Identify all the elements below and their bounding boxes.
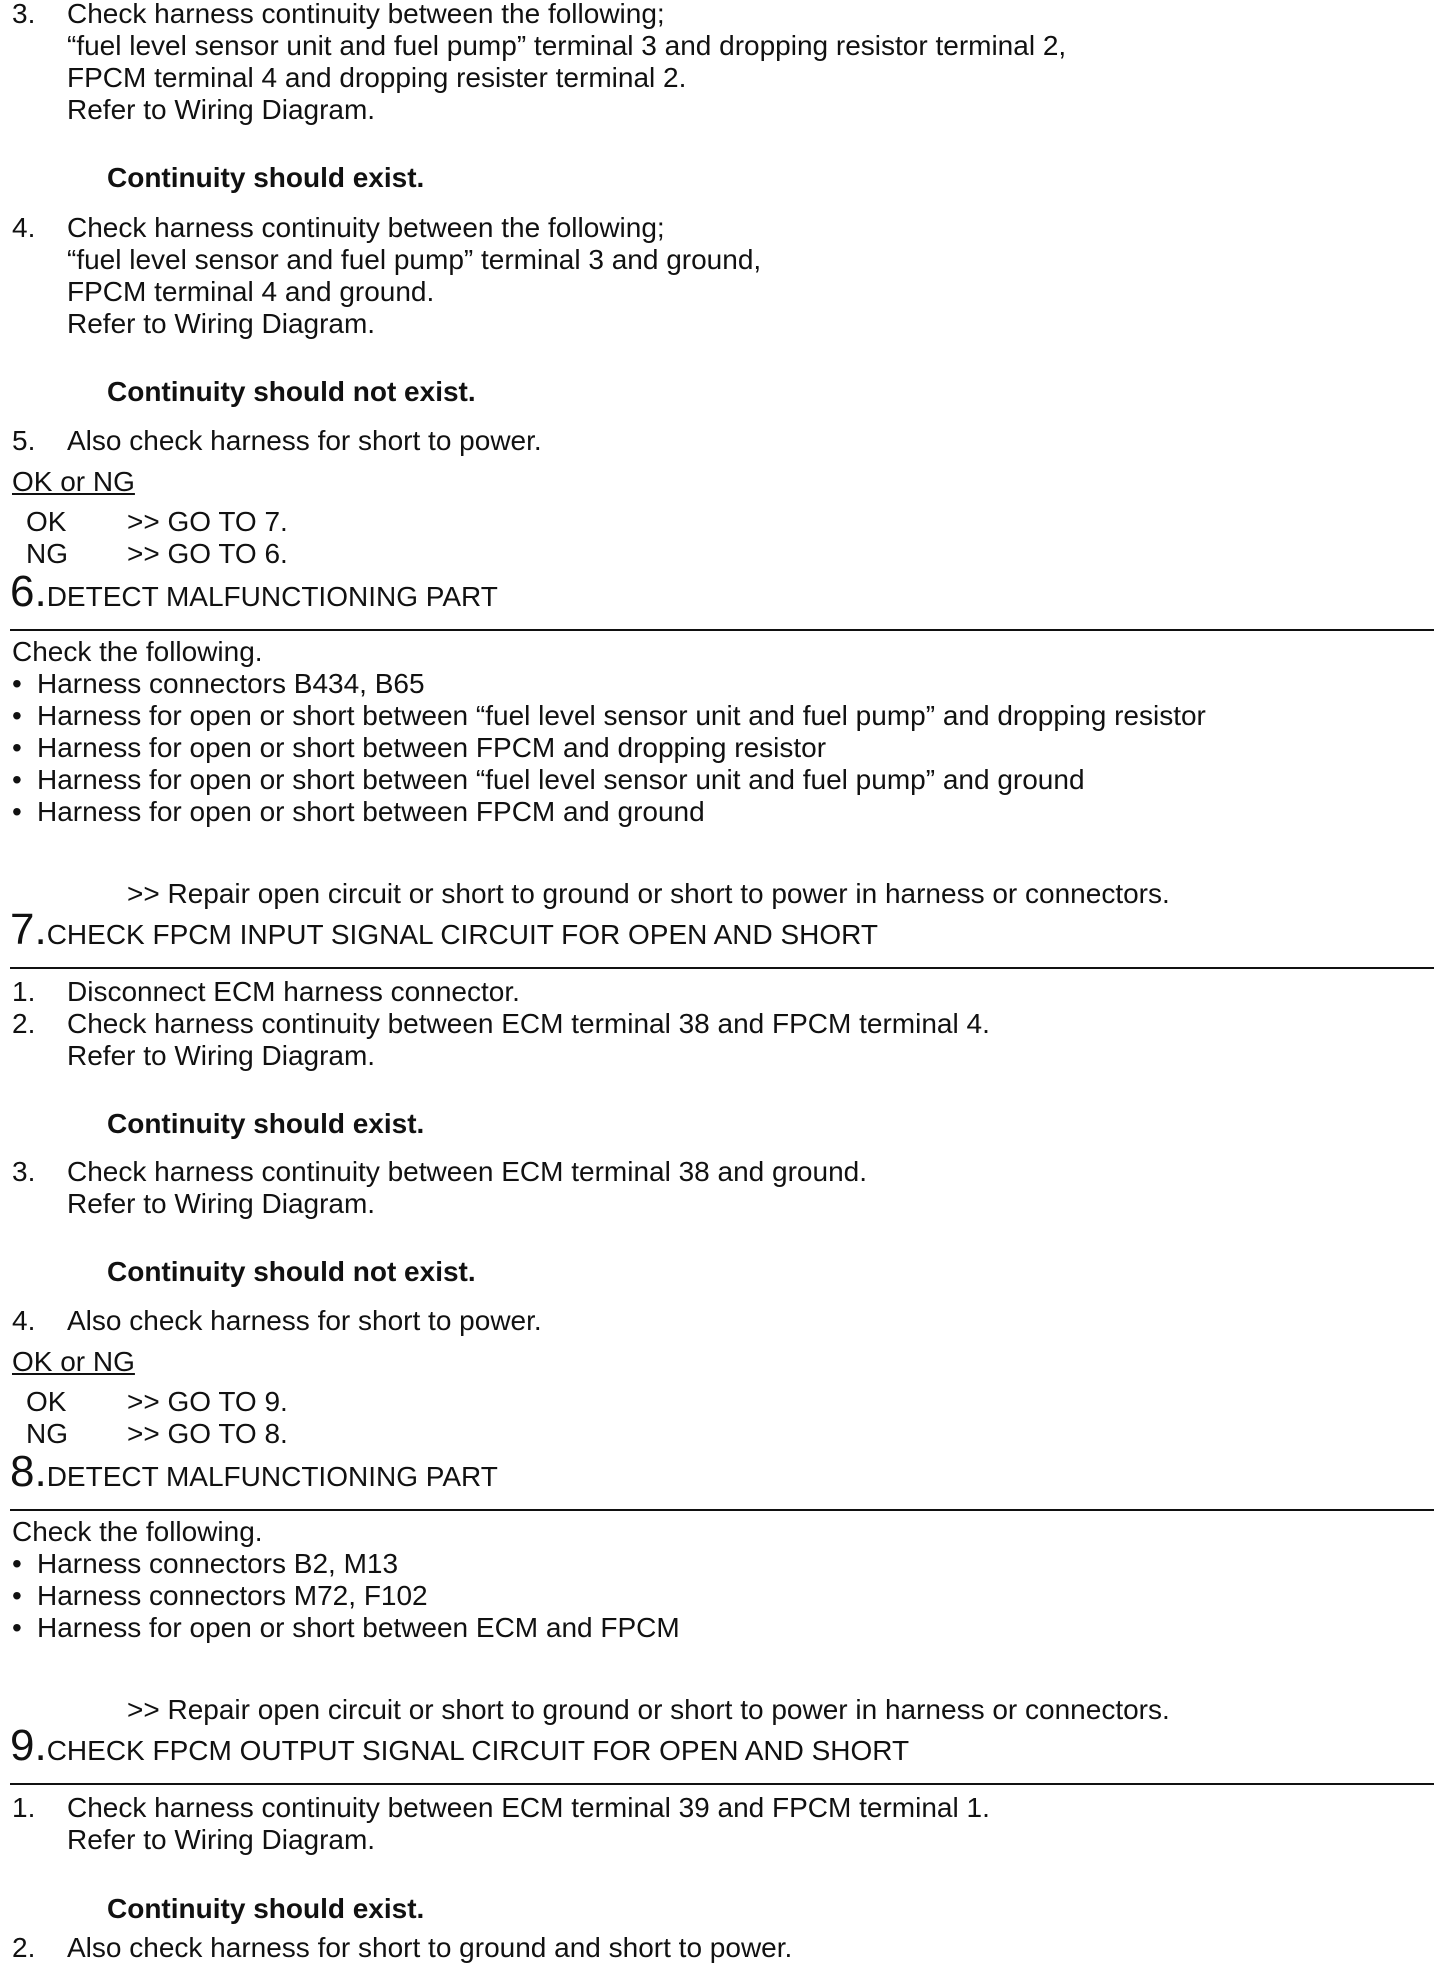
instruction-line: Check harness continuity between ECM terminal 38 and FPCM terminal 4. [67, 1008, 990, 1039]
item-number: 4. [12, 212, 36, 243]
item-number: 5. [12, 425, 36, 456]
instruction-line: Also check harness for short to power. [67, 425, 542, 456]
instruction-line: Refer to Wiring Diagram. [67, 308, 376, 339]
expected-result: Continuity should exist. [107, 1108, 425, 1139]
check-intro: Check the following. [12, 636, 263, 667]
item-number: 2. [12, 1008, 36, 1039]
item-number: 3. [12, 0, 36, 29]
check-intro: Check the following. [12, 1516, 263, 1547]
instruction-line: Disconnect ECM harness connector. [67, 976, 520, 1007]
instruction-line: Refer to Wiring Diagram. [67, 1040, 376, 1071]
step-9-heading [10, 1722, 909, 1775]
step-6-heading [10, 568, 498, 621]
check-bullet: • Harness for open or short between “fuel level sensor unit and fuel pump” and ground [12, 764, 1085, 795]
check-bullet: • Harness for open or short between FPCM and dropping resistor [12, 732, 827, 763]
item-number: 1. [12, 1792, 36, 1823]
instruction-line: “fuel level sensor and fuel pump” terminal 3 and ground, [67, 244, 762, 275]
instruction-line: Check harness continuity between the following; [67, 0, 665, 29]
instruction-line: FPCM terminal 4 and dropping resister terminal 2. [67, 62, 687, 93]
result-label-ng: NG [26, 1418, 68, 1449]
goto-ok: >> GO TO 7. [127, 506, 288, 537]
item-number: 2. [12, 1932, 36, 1963]
result-label-ok: OK [26, 1386, 67, 1417]
goto-ng: >> GO TO 8. [127, 1418, 288, 1449]
section-divider [10, 629, 1434, 631]
item-number: 3. [12, 1156, 36, 1187]
goto-ok: >> GO TO 9. [127, 1386, 288, 1417]
instruction-line: “fuel level sensor unit and fuel pump” terminal 3 and dropping resistor terminal 2, [67, 30, 1067, 61]
expected-result: Continuity should exist. [107, 1893, 425, 1924]
repair-action: >> Repair open circuit or short to ground or short to power in harness or connectors. [127, 1694, 1170, 1725]
instruction-line: Also check harness for short to power. [67, 1305, 542, 1336]
section-divider [10, 1783, 1434, 1785]
instruction-line: Refer to Wiring Diagram. [67, 94, 376, 125]
item-number: 1. [12, 976, 36, 1007]
section-divider [10, 1509, 1434, 1511]
ok-or-ng-heading: OK or NG [12, 466, 135, 497]
step-number: 6. [10, 567, 47, 616]
instruction-line: Check harness continuity between the following; [67, 212, 665, 243]
step-number: 8. [10, 1447, 47, 1496]
ok-or-ng-heading: OK or NG [12, 1346, 135, 1377]
expected-result: Continuity should exist. [107, 162, 425, 193]
check-bullet: • Harness connectors M72, F102 [12, 1580, 428, 1611]
item-number: 4. [12, 1305, 36, 1336]
step-8-heading [10, 1448, 498, 1501]
step-number: 9. [10, 1721, 47, 1770]
section-divider [10, 967, 1434, 969]
instruction-line: FPCM terminal 4 and ground. [67, 276, 435, 307]
instruction-line: Refer to Wiring Diagram. [67, 1188, 376, 1219]
result-label-ok: OK [26, 506, 67, 537]
step-7-heading [10, 906, 878, 959]
step-title: CHECK FPCM OUTPUT SIGNAL CIRCUIT FOR OPEN AND SHORT [46, 1735, 910, 1766]
goto-ng: >> GO TO 6. [127, 538, 288, 569]
check-bullet: • Harness for open or short between “fuel level sensor unit and fuel pump” and dropping resistor [12, 700, 1206, 731]
check-bullet: • Harness for open or short between ECM and FPCM [12, 1612, 680, 1643]
instruction-line: Also check harness for short to ground and short to power. [67, 1932, 793, 1963]
expected-result: Continuity should not exist. [107, 1256, 476, 1287]
instruction-line: Refer to Wiring Diagram. [67, 1824, 376, 1855]
step-title: CHECK FPCM INPUT SIGNAL CIRCUIT FOR OPEN AND SHORT [46, 919, 878, 950]
check-bullet: • Harness for open or short between FPCM and ground [12, 796, 705, 827]
result-label-ng: NG [26, 538, 68, 569]
step-title: DETECT MALFUNCTIONING PART [46, 581, 498, 612]
check-bullet: • Harness connectors B434, B65 [12, 668, 425, 699]
check-bullet: • Harness connectors B2, M13 [12, 1548, 399, 1579]
repair-action: >> Repair open circuit or short to ground or short to power in harness or connectors. [127, 878, 1170, 909]
expected-result: Continuity should not exist. [107, 376, 476, 407]
instruction-line: Check harness continuity between ECM terminal 39 and FPCM terminal 1. [67, 1792, 990, 1823]
instruction-line: Check harness continuity between ECM terminal 38 and ground. [67, 1156, 867, 1187]
step-number: 7. [10, 905, 47, 954]
step-title: DETECT MALFUNCTIONING PART [46, 1461, 498, 1492]
